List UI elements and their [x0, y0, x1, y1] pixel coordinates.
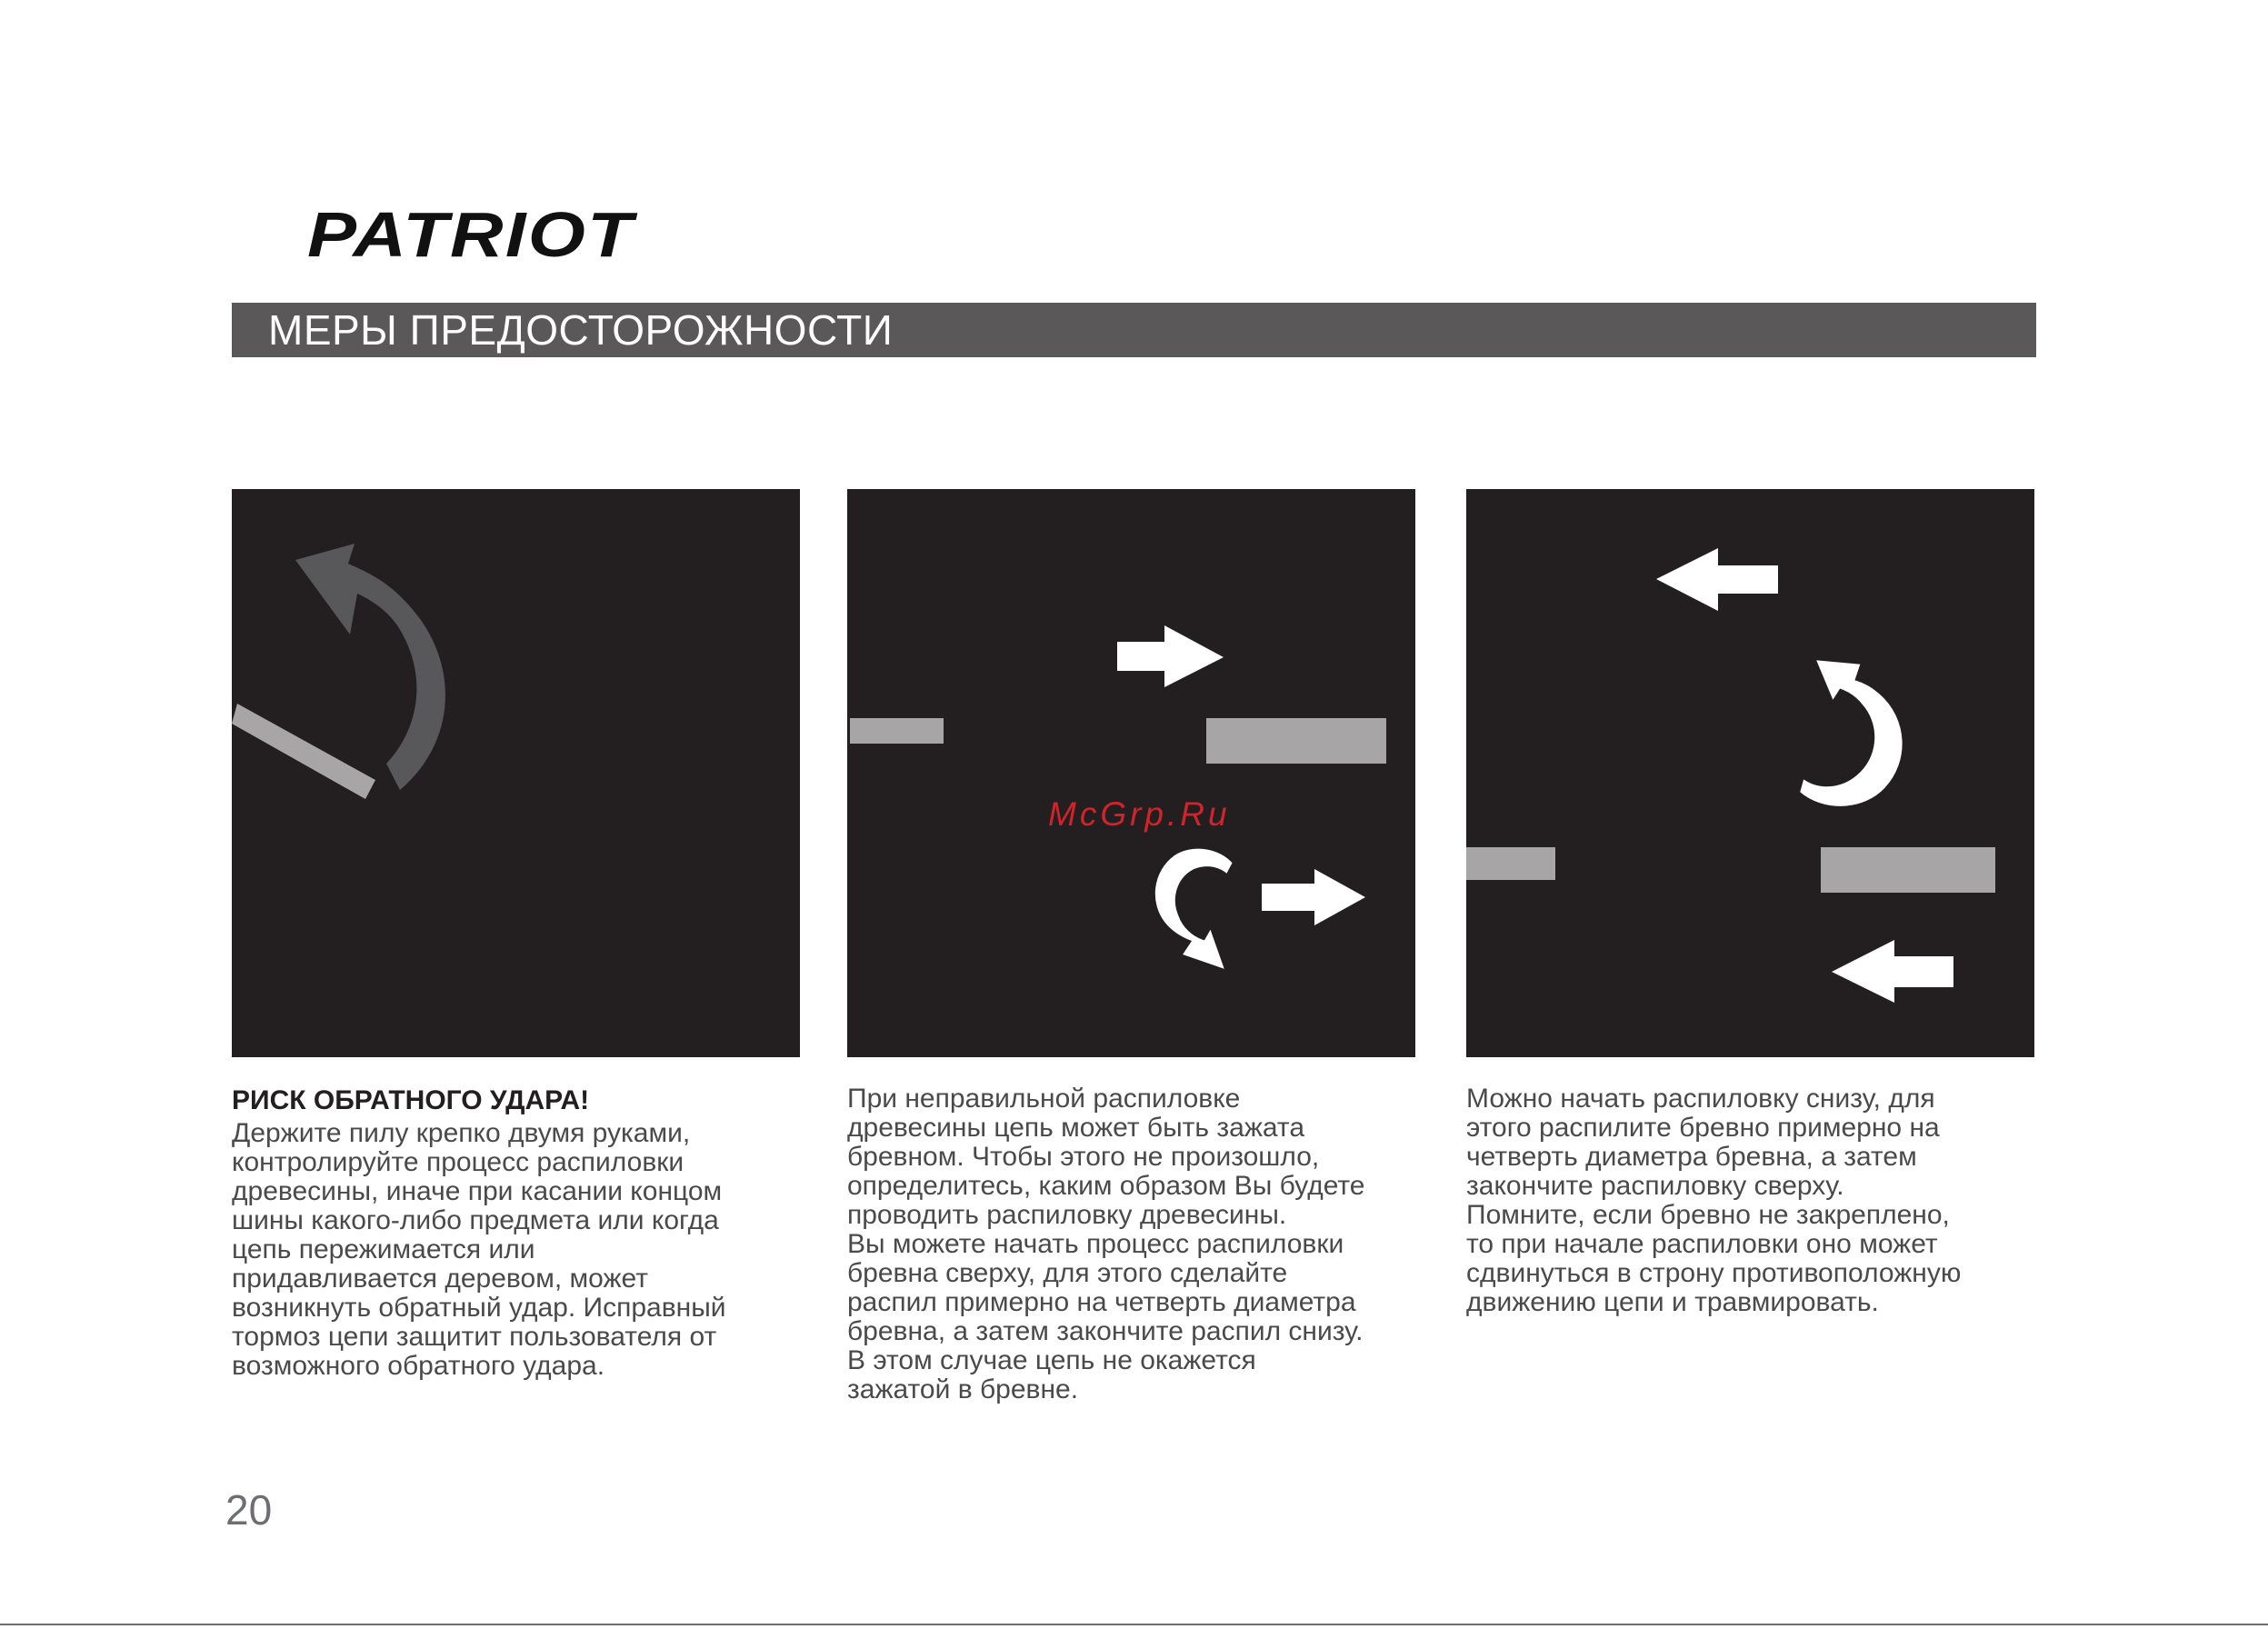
- log-cut-bar-shape: [1821, 847, 1995, 893]
- watermark-text: McGrp.Ru: [1048, 795, 1231, 833]
- page-number: 20: [225, 1486, 273, 1534]
- bottom-cut-text: Можно начать распиловку снизу, для этого распилите бревно примерно на четверть диаметра бревна, а затем закончите распиловку сверху. Помните, если бревно не закреплено, то при начале распиловки оно может сдвинуться в строну противоположную движению цепи и травмировать.: [1466, 1084, 1962, 1317]
- log-cut-bar-shape: [850, 718, 944, 744]
- rotate-cw-arrow-icon: [1798, 658, 1904, 808]
- text-column-top-cut: [847, 1084, 1429, 1404]
- log-cut-bar-shape: [1466, 847, 1555, 880]
- arrow-left-icon: [1832, 940, 1953, 1003]
- log-cut-bar-shape: [1206, 718, 1386, 764]
- section-title: МЕРЫ ПРЕДОСТОРОЖНОСТИ: [268, 306, 894, 354]
- kickback-heading: РИСК ОБРАТНОГО УДАРА!: [232, 1085, 590, 1115]
- patriot-logo: [307, 198, 639, 267]
- top-cut-text: При неправильной распиловке древесины цепь может быть зажата бревном. Чтобы этого не произошло, определитесь, каким образом Вы будете проводить распиловку древесины. Вы можете начать процесс распиловки бревна сверху, для этого сделайте распил примерно на четверть диаметра бревна, а затем закончите распил снизу. В этом случае цепь не окажется зажатой в бревне.: [847, 1084, 1365, 1404]
- rotate-ccw-arrow-icon: [1154, 847, 1234, 972]
- arrow-right-icon: [1262, 869, 1365, 925]
- bottom-cut-illustration: [1466, 489, 2034, 1057]
- top-cut-illustration: [847, 489, 1415, 1057]
- top-cut-diagram: [847, 489, 1415, 1057]
- svg-text:PATRIOT: PATRIOT: [307, 199, 638, 267]
- kickback-diagram: [232, 489, 800, 1057]
- bottom-divider: [0, 1624, 2268, 1625]
- patriot-logo-graphic: [307, 198, 639, 267]
- kickback-illustration: [232, 489, 800, 1057]
- kickback-text: Держите пилу крепко двумя руками, контролируйте процесс распиловки древесины, иначе при касании концом шины какого-либо предмета или когда цепь пережимается или придавливается деревом, может возникнуть обратный удар. Исправный тормоз цепи защитит пользователя от возможного обратного удара.: [232, 1118, 726, 1381]
- text-column-kickback: [232, 1084, 814, 1381]
- section-header-bar: [232, 303, 2036, 357]
- bottom-cut-diagram: [1466, 489, 2034, 1057]
- chain-bar-shape: [232, 704, 375, 799]
- arrow-left-icon: [1656, 548, 1778, 611]
- text-column-bottom-cut: [1466, 1084, 2048, 1317]
- arrow-right-icon: [1117, 625, 1224, 687]
